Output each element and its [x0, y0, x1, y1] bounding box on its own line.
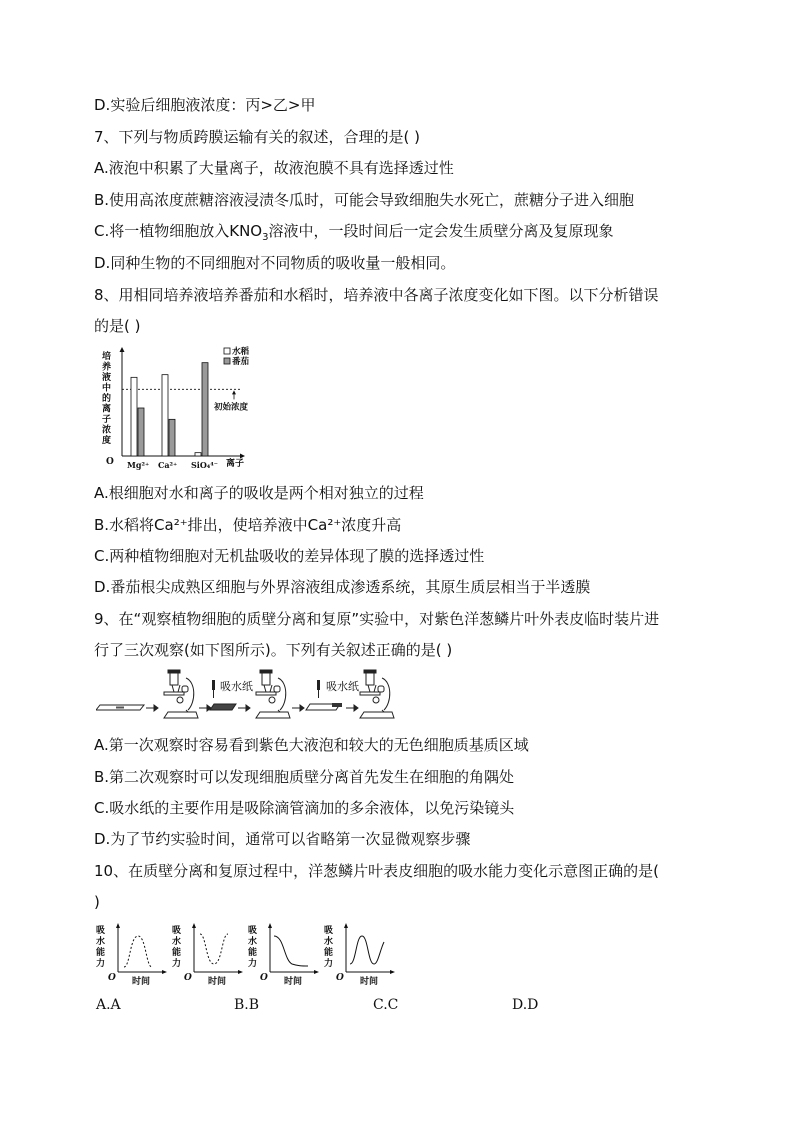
graph-y-label-char: 吸 [96, 926, 106, 936]
graph-x-arrow [238, 970, 243, 974]
origin-label: O [106, 457, 114, 467]
q7c-pre: C.将一植物细胞放入KNO [94, 222, 263, 240]
graph-y-label-char: 水 [172, 937, 182, 947]
legend-label-0: 水稻 [232, 347, 250, 357]
q10-stem-line2: ) [94, 893, 100, 911]
graph-B [172, 923, 243, 987]
graph-C [248, 923, 319, 987]
water-absorption-graphs [94, 920, 404, 990]
graph-curve-B [200, 934, 228, 964]
legend-swatch-0 [224, 348, 230, 354]
x-axis-label: 离子 [226, 459, 245, 469]
x-axis-arrow [240, 454, 245, 459]
q10-stem-line1: 10、在质壁分离和复原过程中，洋葱鳞片叶表皮细胞的吸水能力变化示意图正确的是( [94, 862, 659, 880]
graph-y-label-char: 水 [96, 937, 106, 947]
bar-0-0 [131, 377, 137, 456]
answer-b: B.B [234, 997, 260, 1013]
microscope-1-icon [164, 670, 198, 718]
answer-c: C.C [373, 997, 399, 1013]
graph-x-arrow [162, 970, 167, 974]
q8-stem-line2: 的是( ) [94, 317, 141, 335]
graph-y-label-char: 力 [324, 959, 334, 969]
y-axis-label-char: 浓 [102, 425, 112, 436]
graph-y-label-char: 力 [248, 959, 258, 969]
y-axis-label-char: 养 [102, 362, 112, 373]
q7c-sub: 3 [262, 232, 269, 243]
q7-option-a: A.液泡中积累了大量离子，故液泡膜不具有选择透过性 [94, 159, 454, 177]
graph-curve-C [274, 936, 308, 966]
q9-option-d: D.为了节约实验时间，通常可以省略第一次显微观察步骤 [94, 830, 471, 848]
legend-swatch-1 [224, 358, 230, 364]
graph-y-arrow [116, 923, 120, 928]
graph-origin: O [336, 973, 344, 983]
q6-option-d: D.实验后细胞液浓度：丙>乙>甲 [94, 96, 316, 114]
graph-y-arrow [192, 923, 196, 928]
graph-x-label: 时间 [284, 977, 303, 987]
graph-y-arrow [268, 923, 272, 928]
graph-y-label-char: 吸 [172, 926, 182, 936]
x-tick-label: Ca²⁺ [158, 460, 178, 470]
graph-y-label-char: 能 [96, 948, 106, 958]
ion-concentration-chart [96, 346, 266, 474]
graph-y-label-char: 能 [172, 948, 182, 958]
q7-option-d: D.同种生物的不同细胞对不同物质的吸收量一般相同。 [94, 254, 456, 272]
answer-a: A.A [96, 997, 121, 1013]
q7-option-c [94, 221, 614, 248]
blotting-paper-label-1: 吸水纸 [220, 680, 253, 693]
graph-x-arrow [314, 970, 319, 974]
graph-x-arrow [390, 970, 395, 974]
q8-option-a: A.根细胞对水和离子的吸收是两个相对独立的过程 [94, 484, 424, 502]
slide-2 [210, 704, 236, 710]
y-axis-label-char: 子 [102, 415, 112, 425]
initial-concentration-pointer-head [232, 390, 236, 394]
q9-option-a: A.第一次观察时容易看到紫色大液泡和较大的无色细胞质基质区域 [94, 736, 529, 754]
graph-origin: O [260, 973, 268, 983]
q7-option-b: B.使用高浓度蔗糖溶液浸渍冬瓜时，可能会导致细胞失水死亡，蔗糖分子进入细胞 [94, 191, 635, 209]
q9-option-c: C.吸水纸的主要作用是吸除滴管滴加的多余液体，以免污染镜头 [94, 799, 515, 817]
graph-x-label: 时间 [208, 977, 227, 987]
q9-option-b: B.第二次观察时可以发现细胞质壁分离首先发生在细胞的角隅处 [94, 768, 515, 786]
x-tick-label: SiO₄⁴⁻ [191, 460, 219, 470]
bar-2-1 [202, 363, 208, 456]
graph-y-label-char: 吸 [248, 926, 258, 936]
graph-origin: O [108, 973, 116, 983]
graph-y-arrow [344, 923, 348, 928]
q8-option-b: B.水稻将Ca²⁺排出，使培养液中Ca²⁺浓度升高 [94, 516, 402, 534]
microscope-3-icon [360, 670, 394, 718]
graph-y-label-char: 能 [324, 948, 334, 958]
graph-y-label-char: 力 [172, 959, 182, 969]
q7c-post: 溶液中，一段时间后一定会发生质壁分离及复原现象 [268, 222, 614, 240]
y-axis-label-char: 中 [102, 383, 112, 394]
answer-d: D.D [512, 997, 539, 1013]
graph-curve-D [350, 936, 384, 964]
graph-y-label-char: 水 [248, 937, 258, 947]
x-tick-label: Mg²⁺ [127, 460, 150, 470]
graph-origin: O [184, 973, 192, 983]
q8-option-c: C.两种植物细胞对无机盐吸收的差异体现了膜的选择透过性 [94, 547, 485, 565]
initial-concentration-label: 初始浓度 [214, 402, 249, 413]
graph-y-label-char: 水 [324, 937, 334, 947]
graph-y-label-char: 能 [248, 948, 258, 958]
q8-option-d: D.番茄根尖成熟区细胞与外界溶液组成渗透系统，其原生质层相当于半透膜 [94, 578, 591, 596]
y-axis-label-char: 液 [102, 373, 112, 383]
y-axis-arrow [120, 347, 125, 352]
graph-x-label: 时间 [360, 977, 379, 987]
blotting-paper-label-2: 吸水纸 [326, 680, 359, 693]
y-axis-label-char: 度 [102, 436, 112, 446]
legend-label-1: 番茄 [232, 357, 250, 367]
q8-stem-line1: 8、用相同培养液培养番茄和水稻时，培养液中各离子浓度变化如下图。以下分析错误 [94, 286, 659, 304]
graph-y-label-char: 力 [96, 959, 106, 969]
graph-curve-A [124, 936, 152, 967]
q9-stem-line1: 9、在“观察植物细胞的质壁分离和复原”实验中，对紫色洋葱鳞片叶外表皮临时装片进 [94, 610, 660, 628]
q9-stem-line2: 行了三次观察(如下图所示)。下列有关叙述正确的是( ) [94, 641, 453, 659]
graph-y-label-char: 吸 [324, 926, 334, 936]
bar-2-0 [195, 453, 201, 456]
bar-1-0 [162, 375, 168, 456]
bar-0-1 [138, 408, 144, 456]
graph-D [324, 923, 395, 987]
microscope-2-icon [256, 670, 290, 718]
graph-A [96, 923, 167, 987]
bar-1-1 [169, 419, 175, 456]
q7-stem: 7、下列与物质跨膜运输有关的叙述，合理的是( ) [94, 128, 421, 146]
graph-x-label: 时间 [132, 977, 151, 987]
y-axis-label-char: 离 [102, 404, 112, 415]
y-axis-label-char: 的 [102, 394, 112, 404]
y-axis-label-char: 培 [102, 352, 112, 362]
microscope-procedure-figure [96, 668, 396, 726]
